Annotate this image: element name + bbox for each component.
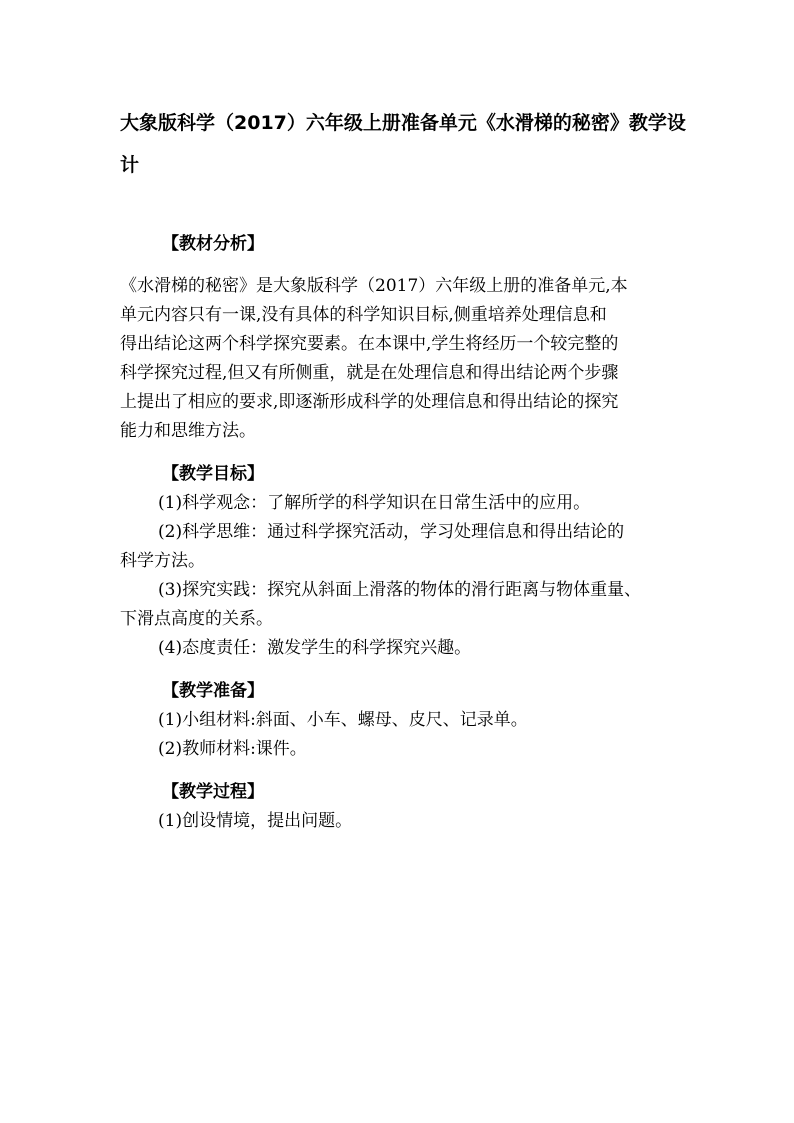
- objective-item-1: (1)科学观念：了解所学的科学知识在日常生活中的应用。: [158, 493, 591, 513]
- section-heading-preparation: 【教学准备】: [162, 681, 264, 701]
- objective-item-3-line-1: (3)探究实践：探究从斜面上滑落的物体的滑行距离与物体重量、: [158, 580, 642, 600]
- analysis-line-2: 单元内容只有一课,没有具体的科学知识目标,侧重培养处理信息和: [120, 305, 607, 325]
- analysis-line-6: 能力和思维方法。: [120, 421, 256, 441]
- document-title: 大象版科学（2017）六年级上册准备单元《水滑梯的秘密》教学设计: [120, 112, 686, 176]
- objective-item-2-line-2: 科学方法。: [120, 551, 205, 571]
- document-body: [120, 230, 690, 836]
- objective-item-3-line-2: 下滑点高度的关系。: [120, 609, 273, 629]
- section-heading-objectives: 【教学目标】: [162, 464, 264, 484]
- analysis-line-5: 上提出了相应的要求,即逐渐形成科学的处理信息和得出结论的探究: [120, 392, 619, 412]
- analysis-line-4: 科学探究过程,但又有所侧重，就是在处理信息和得出结论两个步骤: [120, 363, 619, 383]
- process-item-1: (1)创设情境，提出问题。: [158, 811, 353, 831]
- section-heading-process: 【教学过程】: [162, 782, 264, 802]
- analysis-line-1: 《水滑梯的秘密》是大象版科学（2017）六年级上册的准备单元,本: [120, 276, 628, 296]
- analysis-line-3: 得出结论这两个科学探究要素。在本课中,学生将经历一个较完整的: [120, 334, 619, 354]
- preparation-item-2: (2)教师材料:课件。: [158, 739, 307, 759]
- analysis-paragraph: [120, 272, 690, 446]
- objective-item-4: (4)态度责任：激发学生的科学探究兴趣。: [158, 638, 472, 658]
- section-heading-analysis: 【教材分析】: [162, 234, 264, 254]
- objective-item-2-line-1: (2)科学思维：通过科学探究活动，学习处理信息和得出结论的: [158, 522, 625, 542]
- preparation-item-1: (1)小组材料:斜面、小车、螺母、皮尺、记录单。: [158, 710, 528, 730]
